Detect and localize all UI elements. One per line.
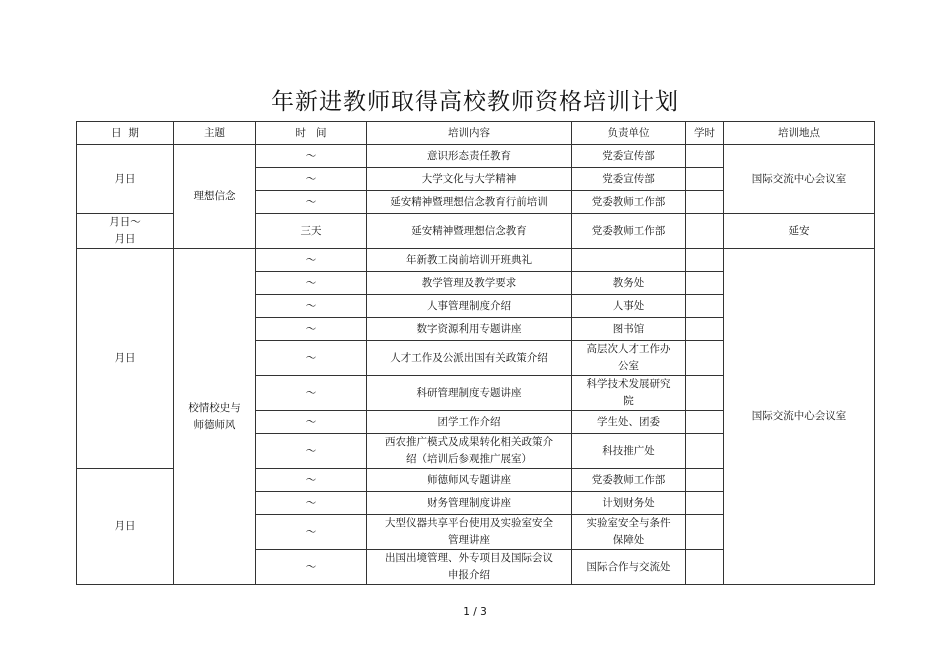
time-cell: ～ xyxy=(256,411,367,434)
unit-cell: 党委教师工作部 xyxy=(572,214,686,249)
hours-cell xyxy=(686,318,724,341)
time-cell: ～ xyxy=(256,515,367,550)
time-cell: ～ xyxy=(256,272,367,295)
content-cell: 教学管理及教学要求 xyxy=(367,272,572,295)
hours-cell xyxy=(686,168,724,191)
content-cell: 人才工作及公派出国有关政策介绍 xyxy=(367,341,572,376)
unit-cell: 实验室安全与条件 保障处 xyxy=(572,515,686,550)
theme-cell: 校情校史与 师德师风 xyxy=(174,249,256,585)
unit-cell: 科技推广处 xyxy=(572,434,686,469)
content-cell: 年新教工岗前培训开班典礼 xyxy=(367,249,572,272)
time-cell: ～ xyxy=(256,469,367,492)
content-cell: 数字资源利用专题讲座 xyxy=(367,318,572,341)
document-title: 年新进教师取得高校教师资格培训计划 xyxy=(271,89,679,115)
header-content: 培训内容 xyxy=(367,122,572,145)
date-cell: 月日 xyxy=(77,469,174,585)
hours-cell xyxy=(686,411,724,434)
time-cell: ～ xyxy=(256,168,367,191)
content-cell: 延安精神暨理想信念教育行前培训 xyxy=(367,191,572,214)
content-cell: 西农推广模式及成果转化相关政策介 绍（培训后参观推广展室） xyxy=(367,434,572,469)
location-cell: 延安 xyxy=(724,214,875,249)
hours-cell xyxy=(686,550,724,585)
time-cell: ～ xyxy=(256,249,367,272)
table-row xyxy=(77,145,875,168)
hours-cell xyxy=(686,469,724,492)
hours-cell xyxy=(686,515,724,550)
hours-cell xyxy=(686,295,724,318)
header-hours: 学时 xyxy=(686,122,724,145)
content-cell: 团学工作介绍 xyxy=(367,411,572,434)
location-cell: 国际交流中心会议室 xyxy=(724,145,875,214)
content-cell: 师德师风专题讲座 xyxy=(367,469,572,492)
header-unit: 负责单位 xyxy=(572,122,686,145)
unit-cell: 高层次人才工作办 公室 xyxy=(572,341,686,376)
unit-cell: 党委教师工作部 xyxy=(572,469,686,492)
date-cell: 月日 xyxy=(77,145,174,214)
unit-cell: 人事处 xyxy=(572,295,686,318)
content-cell: 财务管理制度讲座 xyxy=(367,492,572,515)
time-cell: ～ xyxy=(256,492,367,515)
table-header-row xyxy=(77,122,875,145)
time-cell: ～ xyxy=(256,376,367,411)
header-theme: 主题 xyxy=(174,122,256,145)
unit-cell: 图书馆 xyxy=(572,318,686,341)
hours-cell xyxy=(686,145,724,168)
content-cell: 大型仪器共享平台使用及实验室安全 管理讲座 xyxy=(367,515,572,550)
unit-cell: 党委宣传部 xyxy=(572,145,686,168)
unit-cell: 科学技术发展研究 院 xyxy=(572,376,686,411)
time-cell: ～ xyxy=(256,145,367,168)
unit-cell: 国际合作与交流处 xyxy=(572,550,686,585)
time-cell: ～ xyxy=(256,341,367,376)
time-cell: ～ xyxy=(256,434,367,469)
time-cell: ～ xyxy=(256,550,367,585)
hours-cell xyxy=(686,434,724,469)
hours-cell xyxy=(686,191,724,214)
unit-cell: 党委宣传部 xyxy=(572,168,686,191)
header-date: 日 期 xyxy=(77,122,174,145)
hours-cell xyxy=(686,492,724,515)
content-cell: 人事管理制度介绍 xyxy=(367,295,572,318)
hours-cell xyxy=(686,341,724,376)
date-cell: 月日～ 月日 xyxy=(77,214,174,249)
theme-cell: 理想信念 xyxy=(174,145,256,249)
content-cell: 出国出境管理、外专项目及国际会议 申报介绍 xyxy=(367,550,572,585)
hours-cell xyxy=(686,214,724,249)
training-plan-table xyxy=(76,121,875,585)
content-cell: 延安精神暨理想信念教育 xyxy=(367,214,572,249)
unit-cell: 学生处、团委 xyxy=(572,411,686,434)
header-location: 培训地点 xyxy=(724,122,875,145)
content-cell: 科研管理制度专题讲座 xyxy=(367,376,572,411)
hours-cell xyxy=(686,376,724,411)
time-cell: 三天 xyxy=(256,214,367,249)
table-row xyxy=(77,249,875,272)
unit-cell: 党委教师工作部 xyxy=(572,191,686,214)
content-cell: 意识形态责任教育 xyxy=(367,145,572,168)
time-cell: ～ xyxy=(256,295,367,318)
unit-cell xyxy=(572,249,686,272)
header-time: 时 间 xyxy=(256,122,367,145)
location-cell: 国际交流中心会议室 xyxy=(724,249,875,585)
unit-cell: 计划财务处 xyxy=(572,492,686,515)
date-cell: 月日 xyxy=(77,249,174,469)
time-cell: ～ xyxy=(256,318,367,341)
unit-cell: 教务处 xyxy=(572,272,686,295)
page-indicator: 1 / 3 xyxy=(463,606,487,618)
hours-cell xyxy=(686,249,724,272)
hours-cell xyxy=(686,272,724,295)
content-cell: 大学文化与大学精神 xyxy=(367,168,572,191)
time-cell: ～ xyxy=(256,191,367,214)
